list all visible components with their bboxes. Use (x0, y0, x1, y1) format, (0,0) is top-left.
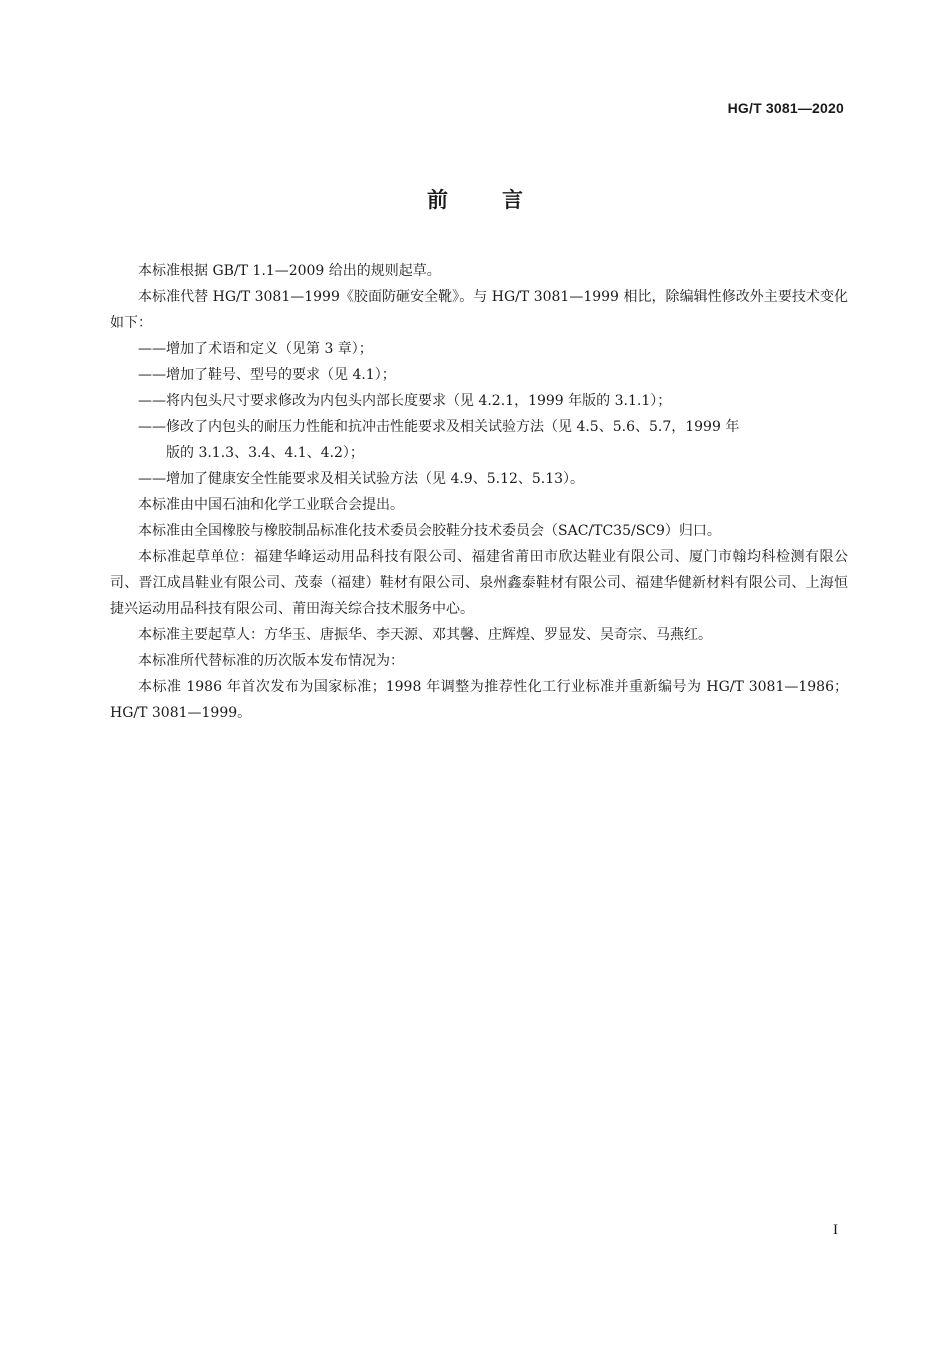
list-item-continuation: 版的 3.1.3、3.4、4.1、4.2）； (166, 445, 364, 461)
list-item (110, 362, 848, 388)
standard-code: HG/T 3081—2020 (727, 100, 844, 116)
list-item (110, 336, 848, 362)
paragraph-history-intro: 本标准所代替标准的历次版本发布情况为： (138, 653, 404, 669)
list-item (110, 388, 848, 414)
list-item-text: ——增加了健康安全性能要求及相关试验方法（见 4.9、5.12、5.13）。 (138, 471, 585, 487)
paragraph-proposer: 本标准由中国石油和化学工业联合会提出。 (138, 497, 404, 513)
list-item (110, 466, 848, 492)
list-item (110, 414, 848, 466)
paragraph-drafters: 本标准主要起草人：方华玉、唐振华、李天源、邓其馨、庄辉煌、罗显发、吴奇宗、马燕红。 (138, 627, 712, 643)
paragraph-replacement: 本标准代替 HG/T 3081—1999《胶面防砸安全靴》。与 HG/T 3081—1999 相比，除编辑性修改外主要技术变化如下： (110, 289, 848, 331)
paragraph-drafting-rules: 本标准根据 GB/T 1.1—2009 给出的规则起草。 (138, 263, 441, 279)
paragraph-history: 本标准 1986 年首次发布为国家标准；1998 年调整为推荐性化工行业标准并重新编号为 HG/T 3081—1986；HG/T 3081—1999。 (110, 679, 848, 721)
list-item-text: ——修改了内包头的耐压力性能和抗冲击性能要求及相关试验方法（见 4.5、5.6、5.7，1999 年 (138, 419, 740, 435)
list-item-text: ——增加了术语和定义（见第 3 章）； (138, 341, 373, 357)
list-item-text: ——将内包头尺寸要求修改为内包头内部长度要求（见 4.2.1，1999 年版的 3.1.1）； (138, 393, 672, 409)
paragraph-committee: 本标准由全国橡胶与橡胶制品标准化技术委员会胶鞋分技术委员会（SAC/TC35/SC9）归口。 (138, 523, 721, 539)
paragraph-drafting-units: 本标准起草单位：福建华峰运动用品科技有限公司、福建省莆田市欣达鞋业有限公司、厦门市翰均科检测有限公司、晋江成昌鞋业有限公司、茂泰（福建）鞋材有限公司、泉州鑫泰鞋材有限公司、福建华健新材料有限公司、上海恒捷兴运动用品科技有限公司、莆田海关综合技术服务中心。 (110, 549, 848, 617)
list-item-text: ——增加了鞋号、型号的要求（见 4.1）； (138, 367, 396, 383)
page-title: 前言 (427, 188, 577, 212)
preface-body (110, 258, 848, 726)
page-number: I (833, 1222, 838, 1238)
changes-list (110, 336, 848, 492)
